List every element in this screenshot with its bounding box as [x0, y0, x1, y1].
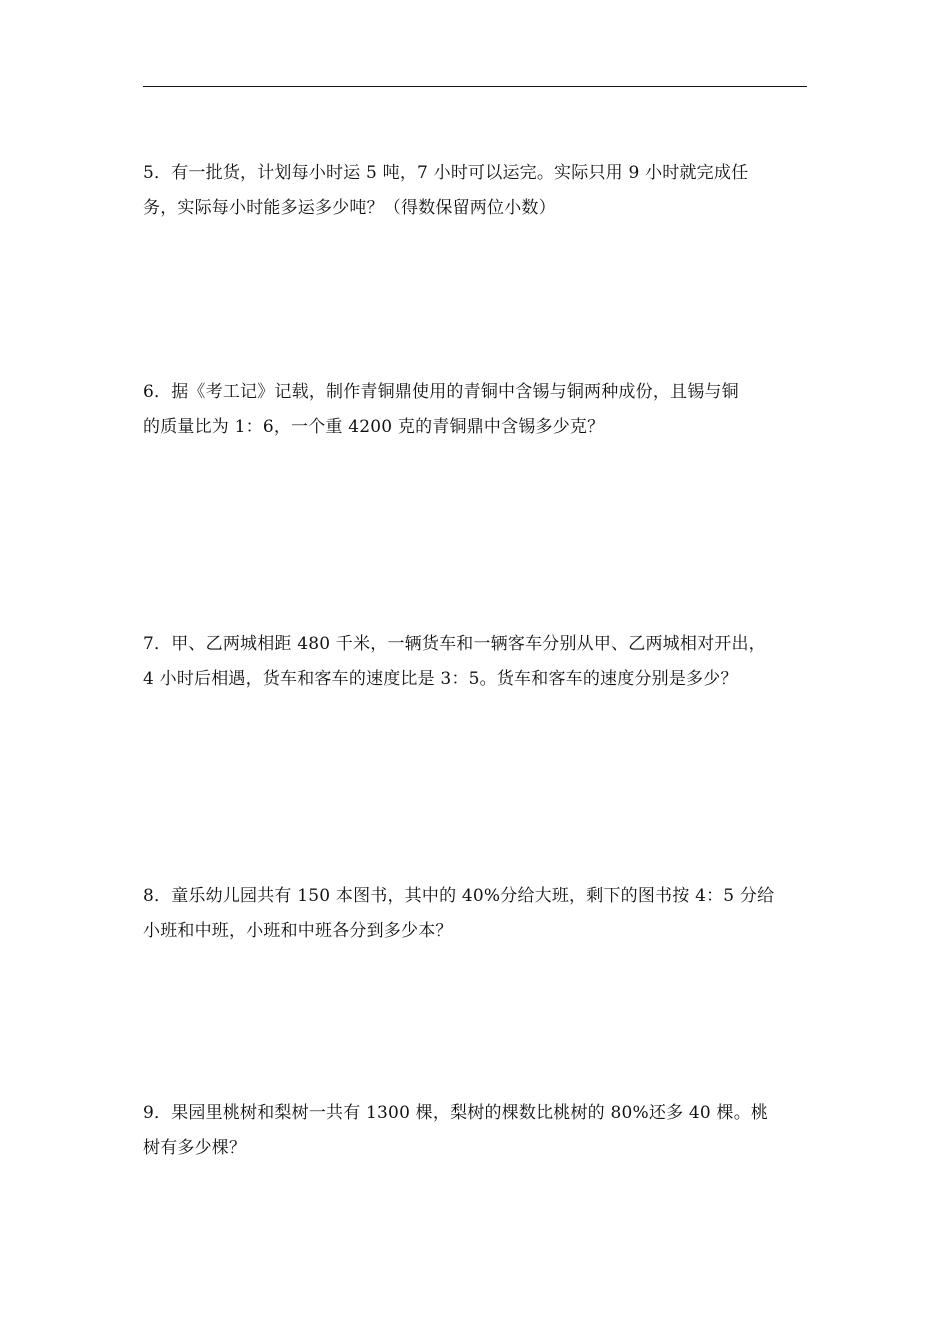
problem-8 — [143, 879, 807, 949]
problem-text-line: 的质量比为 1：6，一个重 4200 克的青铜鼎中含锡多少克？ — [143, 417, 605, 437]
problem-7 — [143, 627, 807, 697]
header-rule — [143, 86, 807, 87]
problem-text-line: 6．据《考工记》记载，制作青铜鼎使用的青铜中含锡与铜两种成份，且锡与铜 — [143, 382, 739, 402]
problem-5 — [143, 156, 807, 226]
problem-text-line: 7．甲、乙两城相距 480 千米，一辆货车和一辆客车分别从甲、乙两城相对开出， — [143, 634, 766, 654]
problem-6 — [143, 375, 807, 445]
problem-text-line: 务，实际每小时能多运多少吨？（得数保留两位小数） — [143, 198, 556, 218]
problem-text-line: 9．果园里桃树和梨树一共有 1300 棵，梨树的棵数比桃树的 80%还多 40 棵。桃 — [143, 1103, 769, 1123]
problem-text-line: 4 小时后相遇，货车和客车的速度比是 3：5。货车和客车的速度分别是多少？ — [143, 669, 738, 689]
problem-text-line: 5．有一批货，计划每小时运 5 吨，7 小时可以运完。实际只用 9 小时就完成任 — [143, 163, 749, 183]
problem-9 — [143, 1096, 807, 1166]
problem-text-line: 小班和中班，小班和中班各分到多少本？ — [143, 921, 453, 941]
problem-text-line: 8．童乐幼儿园共有 150 本图书，其中的 40%分给大班，剩下的图书按 4：5 分给 — [143, 886, 775, 906]
problem-text-line: 树有多少棵？ — [143, 1138, 247, 1158]
